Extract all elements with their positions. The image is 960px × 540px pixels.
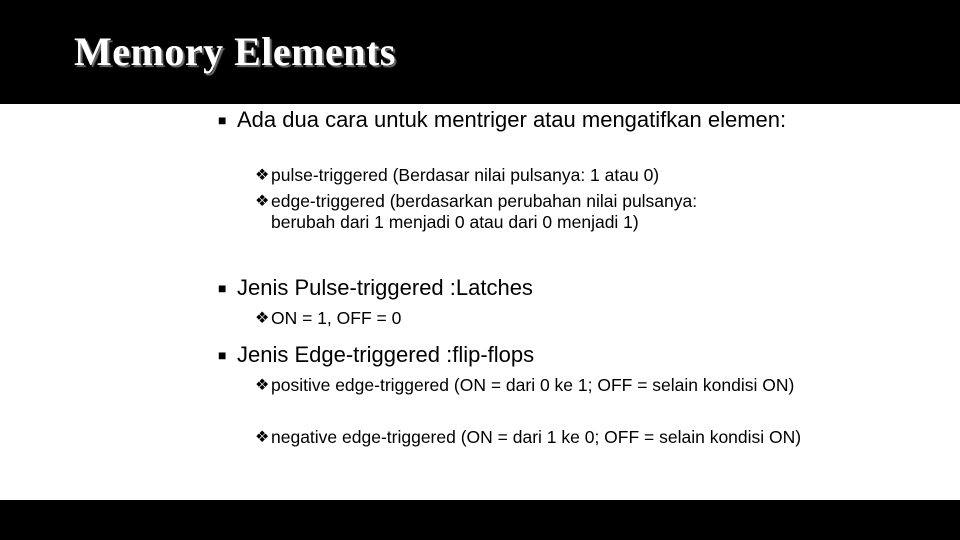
square-bullet-icon: ■ xyxy=(218,280,227,296)
sub-bullet-text: positive edge-triggered (ON = dari 0 ke 1; OFF = selain kondisi ON) xyxy=(271,375,795,395)
sub-bullet-text: edge-triggered (berdasarkan perubahan nilai pulsanya: berubah dari 1 menjadi 0 atau dari 0 menjadi 1) xyxy=(271,191,698,232)
bullet-text: Ada dua cara untuk mentriger atau mengatifkan elemen: xyxy=(237,107,787,132)
bullet-text: Jenis Edge-triggered :flip-flops xyxy=(237,342,535,367)
bullet-item xyxy=(218,342,798,367)
sub-bullet-text: negative edge-triggered (ON = dari 1 ke 0; OFF = selain kondisi ON) xyxy=(271,427,802,447)
sub-bullet-item xyxy=(255,427,820,448)
sub-bullet-item xyxy=(255,375,815,396)
slide-title: Memory Elements xyxy=(74,29,396,74)
diamond-bullet-icon: ❖ xyxy=(255,429,270,446)
sub-bullet-item xyxy=(255,308,795,329)
diamond-bullet-icon: ❖ xyxy=(255,193,270,210)
square-bullet-icon: ■ xyxy=(218,347,227,363)
sub-bullet-item xyxy=(255,165,795,186)
square-bullet-icon: ■ xyxy=(218,112,227,128)
diamond-bullet-icon: ❖ xyxy=(255,377,270,394)
title-bar xyxy=(0,0,960,104)
diamond-bullet-icon: ❖ xyxy=(255,310,270,327)
diamond-bullet-icon: ❖ xyxy=(255,167,270,184)
bullet-text: Jenis Pulse-triggered :Latches xyxy=(237,275,533,300)
bullet-item xyxy=(218,107,798,132)
sub-bullet-text: pulse-triggered (Berdasar nilai pulsanya: 1 atau 0) xyxy=(271,165,660,185)
bullet-item xyxy=(218,275,798,300)
sub-bullet-item xyxy=(255,191,745,233)
footer-bar xyxy=(0,500,960,540)
sub-bullet-text: ON = 1, OFF = 0 xyxy=(271,308,402,328)
